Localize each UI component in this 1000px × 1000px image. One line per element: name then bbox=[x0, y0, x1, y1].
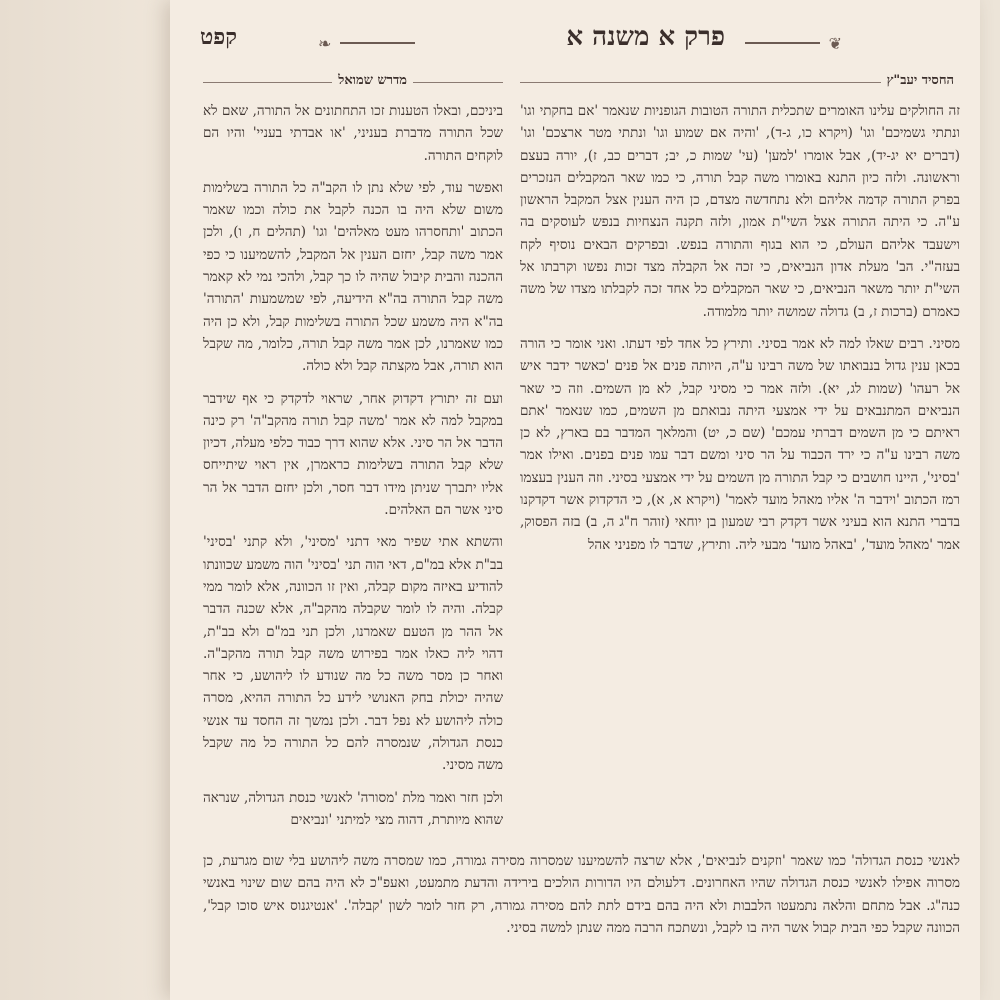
paragraph: ביניכם, ובאלו הטענות זכו התחתונים אל התורה, שאם לא שכל התורה מדברת בעניני, 'או אבדתי בעניי' והיו הם לוקחים התורה. bbox=[203, 103, 503, 164]
left-column-heading bbox=[203, 72, 503, 94]
swirl-ornament-icon: ❧ bbox=[318, 34, 332, 53]
swirl-ornament-icon: ❦ bbox=[828, 34, 842, 53]
page-number: קפט bbox=[200, 24, 238, 50]
header-ornament-right bbox=[745, 42, 820, 44]
paragraph: ועם זה יתורץ דקדוק אחר, שראוי לדקדק כי אף שידבר במקבל למה לא אמר 'משה קבל תורה מהקב"ה' רק כינה הדבר אל הר סיני. אלא שהוא דרך כבוד כלפי מעלה, דכיון שלא קבל התורה בשלימות כראמרן, אין ראוי שיתייחס אליו יתברך שניתן מידו דבר חסר, ולכן יחזם הדבר אל הר סיני אשר הם האלהים. bbox=[203, 390, 503, 519]
paragraph: מסיני. רבים שאלו למה לא אמר בסיני. ותירץ כל אחד לפי דעתו. ואני אומר כי הורה בכאן ענין גדול בנבואתו של משה רבינו ע"ה, היותה פנים אל פנים 'כאשר ידבר איש אל רעהו' (שמות לג, יא). ולזה אמר כי מסיני קבל, לא מן השמים. וזה כי שאר הנביאים המתנבאים על ידי אמצעי היתה נבואתם מן השמים, כמו שנאמר 'אתם ראיתם כי מן השמים דברתי עמכם' (שם כ, יט) והמלאך המדבר בם בארץ, לא כן משה רבינו ע"ה כי ירד הכבוד על הר סיני ומשם דבר עמו פנים בפנים. ואילו אמר 'בסיני', היינו חושבים כי קבל התורה מן השמים על ידי אמצעי בסיני. וזה הענין בעצמו רמז הכתוב 'וידבר ה' אליו מאהל מועד לאמר' (ויקרא א, א), כי הדקדוק אשר דקדקנו בדברי התנא הוא בעיני אשר דקדק רבי שמעון בן יוחאי (זוהר ח"ג ה, ב) בזה הפסוק, אמר 'מאהל מועד', 'באהל מועד' מבעי ליה. ותירץ, שדבר לו מפניני אהל bbox=[520, 335, 960, 553]
paragraph: ואפשר עוד, לפי שלא נתן לו הקב"ה כל התורה בשלימות משום שלא היה בו הכנה לקבל את כולה וכמו שאמר הכתוב 'ותחסרהו מעט מאלהים' וגו' (תהלים ח, ו), ולכן אמר משה קבל, יחזם הענין אל המקבל, להשמיענו כי כפי ההכנה והבית קיבול שהיה לו כך קבל, ולהכי נמי לא קאמר משה קבל התורה בה"א הידיעה, לפי שמשמעות 'התורה' בה"א היה משמע שכל התורה בשלימות קבל, ולא כן היה כמו שאמרנו, לכן אמר משה קבל תורה, כלומר, מה שקבל הוא תורה, אבל מקצתה קבל ולא כולה. bbox=[203, 179, 503, 375]
right-column-title: החסיד יעב"ץ bbox=[881, 72, 960, 88]
paragraph: והשתא אתי שפיר מאי דתני 'מסיני', ולא קתני 'בסיני' בב"ת אלא במ"ם, דאי הוה תני 'בסיני' הוה משמע שכוונתו להודיע באיזה מקום קבלה, ואין זו הכוונה, אלא לומר ממי קבלה. והיה לו לומר שקבלה מהקב"ה, אלא שכנה הדבר אל ההר מן הטעם שאמרנו, ולכן תני במ"ם ולא בב"ת, דהוי ליה כאלו אמר בפירוש משה קבל תורה מהקב"ה. ואחר כן מסר משה כל מה שנודע לו ליהושע, כי אחר שהיה יכולת בחק האנושי לידע כל התורה ההיא, מסרה כולה ליהושע לא נפל דבר. ולכן נמשך זה החסד עד אנשי כנסת הגדולה, שנמסרה להם כל התורה כל מה שקבל משה מסיני. bbox=[203, 534, 503, 774]
paragraph: ולכן חזר ואמר מלת 'מסורה' לאנשי כנסת הגדולה, שנראה שהוא מיותרת, דהוה מצי למיתני 'ונביאים bbox=[203, 789, 503, 828]
header-ornament-left bbox=[340, 42, 415, 44]
left-column-text bbox=[203, 100, 503, 840]
left-column-title: מדרש שמואל bbox=[332, 72, 413, 88]
page-header bbox=[200, 18, 960, 64]
bottom-full-width-text bbox=[203, 850, 960, 980]
paragraph: זה החולקים עלינו האומרים שתכלית התורה הטובות הגופניות שנאמר 'אם בחקתי וגו' ונתתי גשמיכם' וגו' (ויקרא כו, ג-ד), 'והיה אם שמוע וגו' ונתתי מטר ארצכם' וגו' (דברים יא יג-יד), אבל אומרו 'למען' (עי' שמות כ, יב; דברים כב, ז), יורה בעצם וראשונה. ולזה כיון התנא באומרו משה קבל תורה, כי כמו שאר המקבלים הנזכרים בפרק התורה קדמה אליהם ולא נתחדשה מצדם, כן היה הענין אצל המקבל הראשון ע"ה. כי היתה התורה אצל השי"ת אמון, ולזה תקנה הנצחיות בנפש לעוסקים בה וישעבד אליהם העולם, כי הוא בגוף והתורה בנפש. ובפרקים הבאים נוסיף לקח בעזה"י. הב' מעלת אדון הנביאים, כי זכה אל הקבלה מצד זכות נפשו וקרבתו אל השי"ת יותר משאר הנביאים, כי שאר המקבלים כל אחד זכה לקבלתו מצדו של משה כאמרם (ברכות ז, ב) גדולה שמושה יותר מלמודה. bbox=[520, 103, 960, 320]
paragraph: לאנשי כנסת הגדולה' כמו שאמר 'וזקנים לנביאים', אלא שרצה להשמיענו שמסרוה מסירה גמורה, כמו שמסרה משה ליהושע בלי שום מגרעת, כן מסרוה אפילו לאנשי כנסת הגדולה שהיו האחרונים. דלעולם היו הדורות הולכים בירידה והדעת מתמעט, ואעפ"כ לא היה בהם שום שינוי באנשי כנה"ג. אבל מתחם והלאה נתמעטו הלבבות ולא היה בהם בידם לתת להם מסירה גמורה, רק חזר לומר לשון 'קבלה'. 'אנטיגנוס איש סוכו קבל', הכוונה שקבל כפי הבית קבול אשר היה בו לקבל, ונשתכח הרבה ממה שנתן למשה בסיני. bbox=[203, 853, 960, 936]
book-gutter bbox=[0, 0, 170, 1000]
page-title: פרק א משנה א bbox=[566, 22, 725, 52]
right-column-text bbox=[520, 100, 960, 840]
right-column-heading bbox=[520, 72, 960, 94]
